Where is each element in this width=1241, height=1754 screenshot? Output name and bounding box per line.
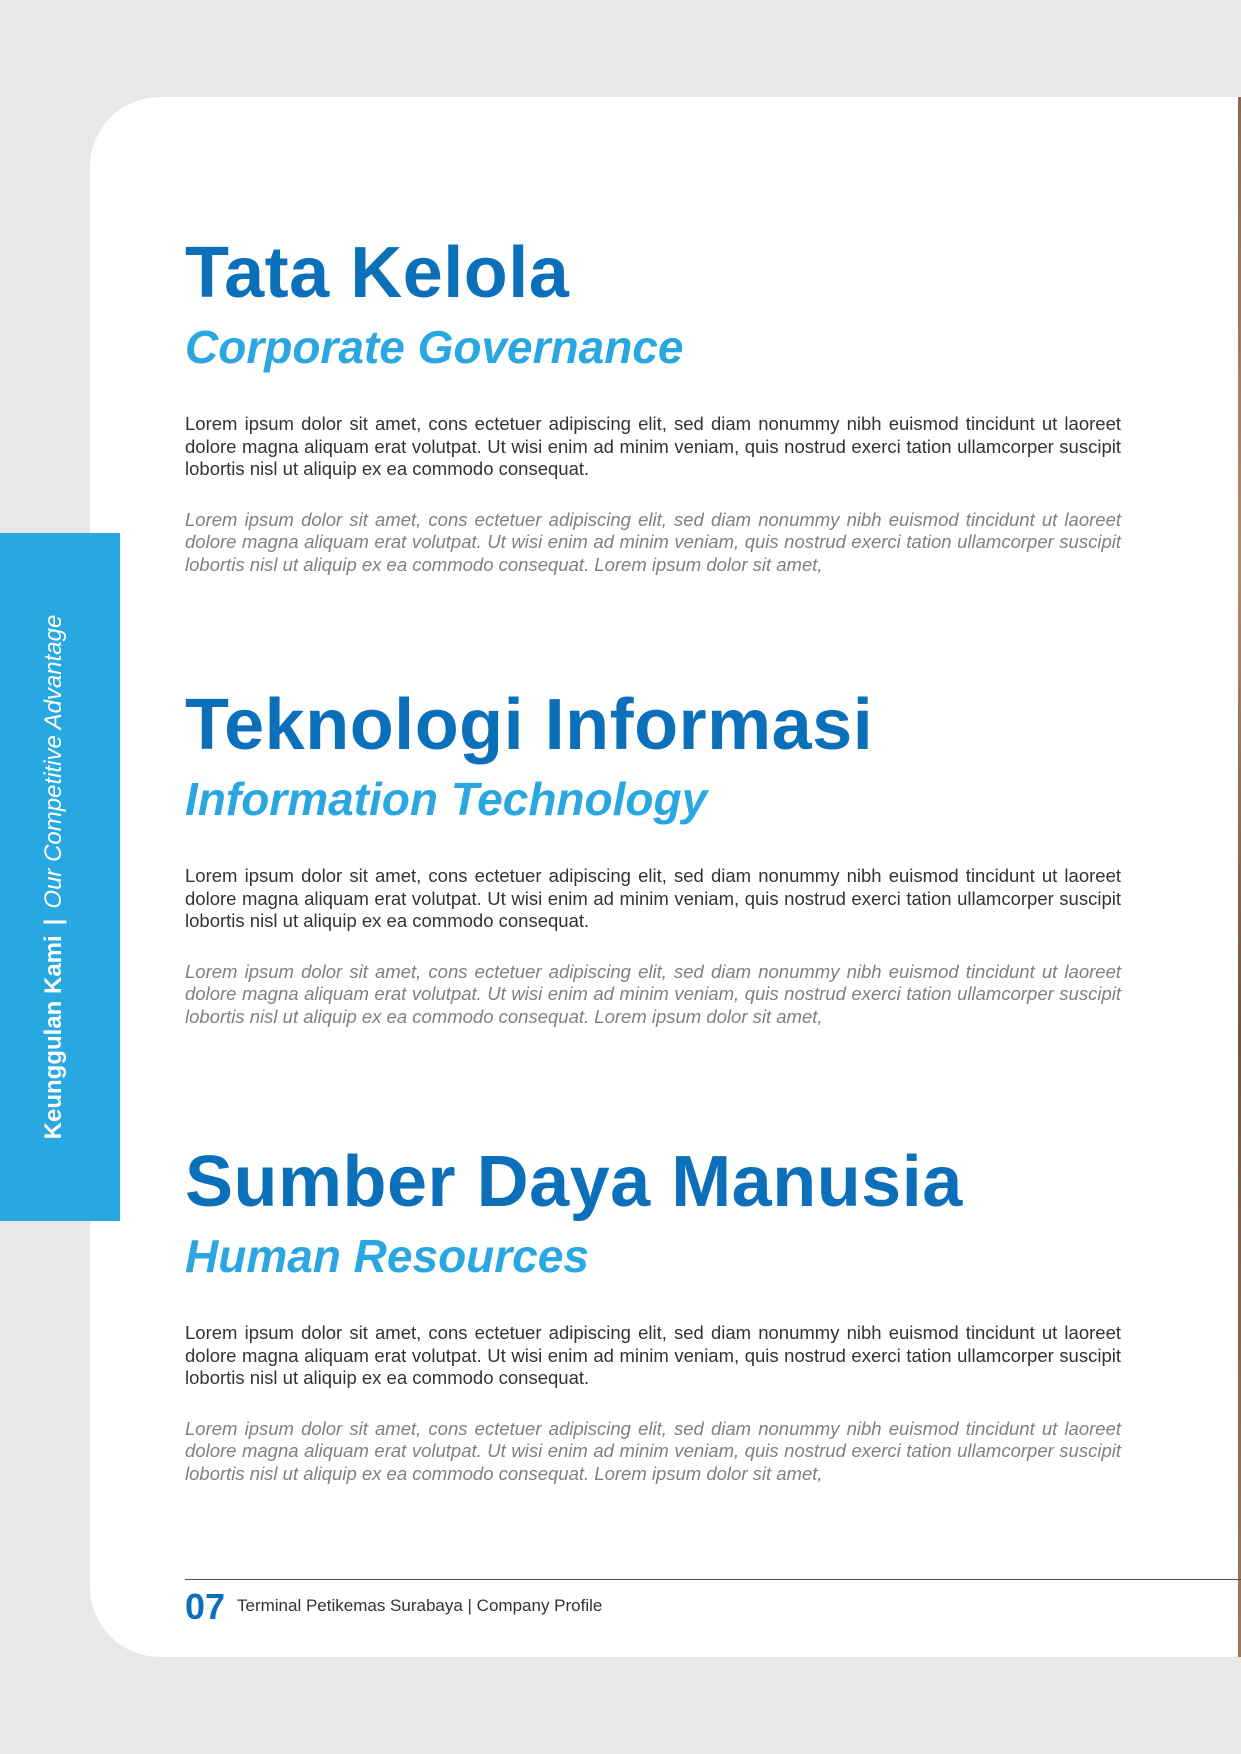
footer-text: Terminal Petikemas Surabaya | Company Profile — [237, 1596, 603, 1615]
section-title: Sumber Daya Manusia — [185, 1142, 963, 1222]
section-human-resources — [185, 1142, 1125, 1485]
section-subtitle: Human Resources — [185, 1230, 589, 1282]
section-title: Teknologi Informasi — [185, 685, 874, 765]
section-paragraph: Lorem ipsum dolor sit amet, cons ectetuer adipiscing elit, sed diam nonummy nibh euismod tincidunt ut laoreet dolore magna aliquam erat volutpat. Ut wisi enim ad minim veniam, quis nostrud exerci tation ullamcorper suscipit lobortis nisl ut aliquip ex ea commodo consequat. — [185, 413, 1121, 479]
side-tab-subtitle: Our Competitive Advantage — [40, 614, 67, 909]
side-tab-title: Keunggulan Kami — [40, 935, 67, 1140]
section-paragraph: Lorem ipsum dolor sit amet, cons ectetuer adipiscing elit, sed diam nonummy nibh euismod tincidunt ut laoreet dolore magna aliquam erat volutpat. Ut wisi enim ad minim veniam, quis nostrud exerci tation ullamcorper suscipit lobortis nisl ut aliquip ex ea commodo consequat. — [185, 865, 1121, 931]
section-paragraph: Lorem ipsum dolor sit amet, cons ectetuer adipiscing elit, sed diam nonummy nibh euismod tincidunt ut laoreet dolore magna aliquam erat volutpat. Ut wisi enim ad minim veniam, quis nostrud exerci tation ullamcorper suscipit lobortis nisl ut aliquip ex ea commodo consequat. — [185, 1322, 1121, 1388]
section-subtitle: Corporate Governance — [185, 321, 684, 373]
section-italic-paragraph: Lorem ipsum dolor sit amet, cons ectetuer adipiscing elit, sed diam nonummy nibh euismod tincidunt ut laoreet dolore magna aliquam erat volutpat. Ut wisi enim ad minim veniam, quis nostrud exerci tation ullamcorper suscipit lobortis nisl ut aliquip ex ea commodo consequat. Lorem ipsum dolor sit amet, — [185, 1417, 1121, 1484]
footer-divider — [185, 1579, 1241, 1580]
section-information-technology — [185, 685, 1125, 1028]
section-title: Tata Kelola — [185, 233, 570, 313]
page-number: 07 — [185, 1586, 226, 1627]
side-tab-label — [42, 615, 66, 1140]
section-italic-paragraph: Lorem ipsum dolor sit amet, cons ectetuer adipiscing elit, sed diam nonummy nibh euismod tincidunt ut laoreet dolore magna aliquam erat volutpat. Ut wisi enim ad minim veniam, quis nostrud exerci tation ullamcorper suscipit lobortis nisl ut aliquip ex ea commodo consequat. Lorem ipsum dolor sit amet, — [185, 960, 1121, 1027]
section-italic-paragraph: Lorem ipsum dolor sit amet, cons ectetuer adipiscing elit, sed diam nonummy nibh euismod tincidunt ut laoreet dolore magna aliquam erat volutpat. Ut wisi enim ad minim veniam, quis nostrud exerci tation ullamcorper suscipit lobortis nisl ut aliquip ex ea commodo consequat. Lorem ipsum dolor sit amet, — [185, 508, 1121, 575]
side-tab-separator: | — [40, 918, 67, 926]
section-subtitle: Information Technology — [185, 773, 708, 825]
section-corporate-governance — [185, 233, 1125, 576]
